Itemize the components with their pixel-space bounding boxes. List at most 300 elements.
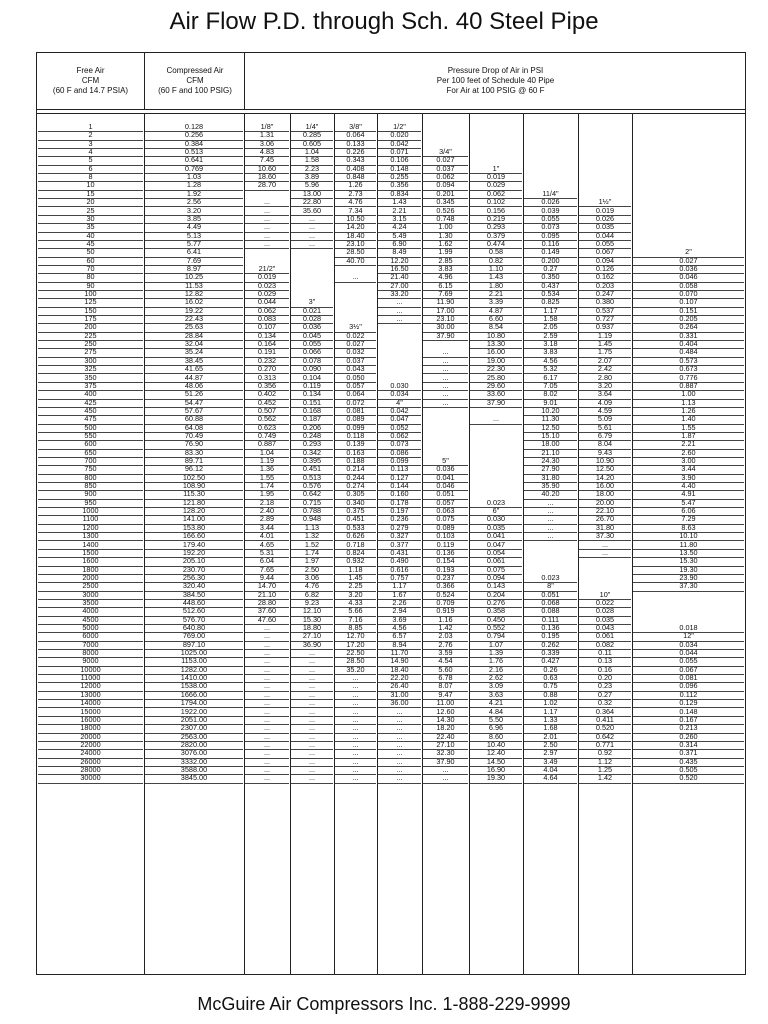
pressure-drop-cell: 0.075	[470, 566, 522, 575]
pressure-drop-cell: 0.036	[633, 265, 744, 274]
pressure-drop-cell: 0.435	[633, 758, 744, 767]
pressure-drop-cell: 5.50	[470, 716, 522, 725]
pressure-drop-cell: 14.30	[423, 716, 468, 725]
pressure-drop-cell: 0.083	[245, 315, 289, 324]
pressure-drop-cell: 2.21	[633, 440, 744, 449]
pressure-drop-cell: 0.134	[245, 332, 289, 341]
pressure-drop-cell: 3.44	[633, 465, 744, 474]
pressure-drop-cell: 4.01	[245, 532, 289, 541]
pressure-drop-cell	[378, 340, 421, 348]
pressure-drop-cell: 4.83	[245, 148, 289, 157]
pressure-drop-cell: 0.164	[245, 340, 289, 349]
compressed-air-cell: 0.641	[145, 156, 243, 165]
pressure-drop-cell	[579, 123, 631, 131]
pressure-drop-cell: 26.40	[378, 682, 421, 691]
pressure-drop-cell: 0.313	[245, 374, 289, 383]
pressure-drop-cell: 0.027	[633, 257, 744, 266]
pressure-drop-cell: 0.27	[579, 691, 631, 700]
pressure-drop-cell: ...	[423, 348, 468, 357]
table-row	[37, 131, 745, 139]
pressure-drop-cell: 9.47	[423, 691, 468, 700]
pressure-drop-cell: 0.061	[470, 557, 522, 566]
pressure-drop-cell: ...	[524, 499, 577, 508]
pressure-drop-cell: 0.452	[245, 399, 289, 408]
pressure-drop-cell: 20.00	[579, 499, 631, 508]
table-row	[37, 449, 745, 457]
table-row	[37, 749, 745, 757]
pressure-drop-cell: 14.20	[335, 223, 376, 232]
pressure-drop-cell: 0.028	[579, 607, 631, 616]
pressure-drop-cell: 22.10	[579, 507, 631, 516]
pressure-drop-cell: ...	[423, 374, 468, 383]
pressure-drop-cell: 1.75	[579, 348, 631, 357]
pressure-drop-cell	[470, 449, 522, 457]
pressure-drop-cell: 0.143	[470, 582, 522, 591]
pressure-drop-cell: 3.89	[291, 173, 333, 182]
pressure-drop-cell: 15.30	[633, 557, 744, 566]
pressure-drop-cell: 0.102	[470, 198, 522, 207]
pressure-drop-cell: 10.10	[633, 532, 744, 541]
pressure-drop-cell	[633, 591, 744, 599]
pressure-drop-cell: 0.061	[579, 632, 631, 641]
pressure-drop-cell: 11.80	[633, 541, 744, 550]
pressure-drop-cell: 25.80	[470, 374, 522, 383]
pressure-drop-cell: 27.10	[423, 741, 468, 750]
free-air-cell: 1800	[38, 566, 143, 575]
free-air-cell: 12000	[38, 682, 143, 691]
pressure-drop-cell: 1.07	[470, 641, 522, 650]
free-air-cell: 18000	[38, 724, 143, 733]
compressed-air-header-line: CFM	[186, 76, 204, 85]
pressure-drop-cell: 0.043	[579, 624, 631, 633]
pressure-drop-cell: 24.30	[524, 457, 577, 466]
pressure-drop-cell: 0.099	[378, 457, 421, 466]
free-air-cell: 4	[38, 148, 143, 157]
pressure-drop-cell: 28.70	[245, 181, 289, 190]
pressure-drop-cell: 0.75	[524, 682, 577, 691]
pressure-drop-cell: 0.262	[524, 641, 577, 650]
compressed-air-cell: 48.06	[145, 382, 243, 391]
pressure-drop-cell: 6.15	[423, 282, 468, 291]
table-row	[37, 215, 745, 223]
pressure-drop-cell: ...	[335, 766, 376, 775]
pressure-drop-cell: 8.85	[335, 624, 376, 633]
pressure-drop-cell: 2.50	[524, 741, 577, 750]
pressure-drop-cell: 18.40	[335, 232, 376, 241]
pressure-drop-cell	[335, 290, 376, 298]
compressed-air-cell: 5.77	[145, 240, 243, 249]
pressure-drop-cell	[470, 432, 522, 440]
pressure-drop-cell: ...	[291, 766, 333, 775]
free-air-cell: 3	[38, 140, 143, 149]
free-air-cell: 26000	[38, 758, 143, 767]
pressure-drop-cell: 0.149	[524, 248, 577, 257]
pressure-drop-cell: 0.027	[423, 156, 468, 165]
pressure-drop-cell: 3.06	[291, 574, 333, 583]
free-air-header-line: (60 F and 14.7 PSIA)	[52, 86, 129, 95]
pressure-drop-cell: 0.055	[291, 340, 333, 349]
pressure-drop-cell: 1.43	[378, 198, 421, 207]
pressure-drop-cell: 0.035	[579, 616, 631, 625]
pressure-drop-cell: 0.148	[378, 165, 421, 174]
pressure-drop-cell: 8.49	[378, 248, 421, 257]
pressure-drop-cell: 1.26	[633, 407, 744, 416]
pressure-drop-cell: 16.50	[378, 265, 421, 274]
pressure-drop-cell: 0.022	[335, 332, 376, 341]
table-row	[37, 232, 745, 240]
free-air-cell: 1500	[38, 549, 143, 558]
free-air-cell: 950	[38, 499, 143, 508]
pressure-drop-cell	[524, 549, 577, 557]
pressure-drop-cell: 0.095	[524, 232, 577, 241]
pressure-drop-cell: 12.50	[579, 465, 631, 474]
pressure-drop-cell: 0.044	[245, 298, 289, 307]
pressure-drop-cell: ...	[423, 365, 468, 374]
free-air-cell: 300	[38, 357, 143, 366]
compressed-air-cell: 64.08	[145, 424, 243, 433]
pressure-drop-cell: 0.825	[524, 298, 577, 307]
pressure-drop-cell: 0.178	[378, 499, 421, 508]
pressure-drop-cell: 0.041	[423, 474, 468, 483]
pressure-drop-cell: 0.055	[524, 215, 577, 224]
pressure-drop-cell: 2.25	[335, 582, 376, 591]
pressure-drop-cell: 6.96	[470, 724, 522, 733]
pressure-drop-cell: 6.60	[470, 315, 522, 324]
pressure-drop-cell: 0.408	[335, 165, 376, 174]
pressure-drop-cell: 4.96	[423, 273, 468, 282]
pressure-drop-cell: 4.59	[579, 407, 631, 416]
pressure-drop-cell: 1.58	[524, 315, 577, 324]
pressure-drop-cell: ...	[335, 273, 376, 282]
free-air-cell: 550	[38, 432, 143, 441]
pressure-drop-cell: 0.168	[291, 407, 333, 416]
pressure-drop-cell: 35.20	[335, 666, 376, 675]
pressure-drop-cell: 9.01	[524, 399, 577, 408]
pressure-drop-cell: ...	[335, 699, 376, 708]
compressed-air-cell: 0.384	[145, 140, 243, 149]
pressure-drop-cell: 1.04	[245, 449, 289, 458]
pressure-drop-cell: 16.00	[579, 482, 631, 491]
free-air-cell: 40	[38, 232, 143, 241]
compressed-air-cell: 41.65	[145, 365, 243, 374]
pressure-drop-cell: ...	[291, 758, 333, 767]
pressure-drop-cell: 0.188	[335, 457, 376, 466]
free-air-cell: 325	[38, 365, 143, 374]
pressure-drop-cell: 2.60	[633, 449, 744, 458]
free-air-header	[37, 53, 144, 109]
pressure-drop-cell: ...	[423, 774, 468, 783]
free-air-cell: 24000	[38, 749, 143, 758]
pressure-drop-cell: 6.57	[378, 632, 421, 641]
pressure-drop-cell: ...	[291, 699, 333, 708]
pressure-drop-cell: 0.064	[335, 390, 376, 399]
pressure-drop-cell: ...	[291, 674, 333, 683]
free-air-cell: 425	[38, 399, 143, 408]
pressure-drop-cell: 1.19	[245, 457, 289, 466]
pipe-size-label: 1½"	[579, 198, 631, 207]
pressure-drop-cell: 0.036	[423, 465, 468, 474]
pressure-drop-cell: 0.162	[579, 273, 631, 282]
pressure-drop-cell: 0.13	[579, 657, 631, 666]
pressure-drop-cell	[245, 248, 289, 256]
free-air-cell: 475	[38, 415, 143, 424]
table-row	[37, 315, 745, 323]
pressure-drop-cell: 0.490	[378, 557, 421, 566]
pressure-drop-cell: 1.42	[423, 624, 468, 633]
pressure-drop-cell	[579, 582, 631, 590]
pressure-drop-cell	[579, 165, 631, 173]
pressure-drop-cell: 0.023	[524, 574, 577, 583]
pressure-drop-cell	[579, 148, 631, 156]
pressure-drop-cell: ...	[245, 691, 289, 700]
pressure-drop-cell: 0.032	[335, 348, 376, 357]
table-row	[37, 307, 745, 315]
pressure-drop-cell: 0.451	[335, 515, 376, 524]
pressure-drop-cell: 0.090	[291, 365, 333, 374]
table-row	[37, 741, 745, 749]
pressure-drop-cell: 0.248	[291, 432, 333, 441]
free-air-cell: 1300	[38, 532, 143, 541]
pressure-drop-cell: 0.937	[579, 323, 631, 332]
compressed-air-cell: 115.30	[145, 490, 243, 499]
pressure-drop-cell: 22.30	[470, 365, 522, 374]
free-air-cell: 6	[38, 165, 143, 174]
pressure-drop-cell: 7.45	[245, 156, 289, 165]
pressure-drop-cell: 0.118	[335, 432, 376, 441]
pressure-drop-cell: 0.058	[633, 282, 744, 291]
pressure-drop-cell: 13.50	[633, 549, 744, 558]
pressure-drop-cell: ...	[245, 741, 289, 750]
pressure-drop-cell: 3.39	[470, 298, 522, 307]
pressure-drop-cell: 2.73	[335, 190, 376, 199]
pressure-drop-cell: 0.358	[470, 607, 522, 616]
pressure-drop-cell: ...	[291, 215, 333, 224]
pressure-drop-cell: 27.00	[378, 282, 421, 291]
table-row	[37, 298, 745, 306]
pressure-drop-cell: 0.350	[524, 273, 577, 282]
pressure-drop-cell: 5.96	[291, 181, 333, 190]
pressure-drop-cell: 0.11	[579, 649, 631, 658]
pressure-drop-cell: 0.213	[633, 724, 744, 733]
pressure-drop-cell: 2.21	[378, 207, 421, 216]
pressure-drop-cell: 0.154	[423, 557, 468, 566]
pressure-drop-cell: 0.274	[335, 482, 376, 491]
table-row	[37, 515, 745, 523]
pressure-drop-cell: 0.046	[423, 482, 468, 491]
table-row	[37, 474, 745, 482]
compressed-air-cell: 769.00	[145, 632, 243, 641]
compressed-air-cell: 108.90	[145, 482, 243, 491]
compressed-air-cell: 1666.00	[145, 691, 243, 700]
compressed-air-cell: 1025.00	[145, 649, 243, 658]
table-row	[37, 382, 745, 390]
pressure-drop-cell: 12.20	[378, 257, 421, 266]
table-row	[37, 156, 745, 164]
pressure-drop-cell: ...	[335, 716, 376, 725]
pressure-drop-cell: 0.771	[579, 741, 631, 750]
pressure-drop-cell: 0.112	[633, 691, 744, 700]
pressure-drop-cell: 1.31	[245, 131, 289, 140]
free-air-cell: 150	[38, 307, 143, 316]
pressure-drop-cell: ...	[291, 741, 333, 750]
pressure-drop-cell: 14.70	[245, 582, 289, 591]
free-air-cell: 50	[38, 248, 143, 257]
pressure-drop-cell: 0.339	[524, 649, 577, 658]
compressed-air-cell: 128.20	[145, 507, 243, 516]
compressed-air-cell: 1410.00	[145, 674, 243, 683]
pressure-drop-cell: 0.089	[335, 415, 376, 424]
pressure-drop-cell: 2.26	[378, 599, 421, 608]
compressed-air-cell: 384.50	[145, 591, 243, 600]
pressure-drop-cell: 0.484	[633, 348, 744, 357]
pressure-drop-cell: 2.85	[423, 257, 468, 266]
pressure-drop-cell	[524, 181, 577, 189]
pressure-drop-cell: 17.20	[335, 641, 376, 650]
pressure-drop-cell: 0.064	[335, 131, 376, 140]
pressure-drop-cell	[423, 131, 468, 139]
free-air-cell: 11000	[38, 674, 143, 683]
pressure-drop-cell: 0.200	[524, 257, 577, 266]
pressure-drop-cell	[335, 307, 376, 315]
pressure-drop-cell: ...	[378, 724, 421, 733]
pressure-drop-cell: 0.364	[579, 708, 631, 717]
pipe-size-label: 12"	[633, 632, 744, 641]
table-row	[37, 582, 745, 590]
free-air-header-line: Free Air	[76, 66, 105, 75]
pressure-drop-cell: 6.06	[633, 507, 744, 516]
pressure-drop-cell: 0.642	[579, 733, 631, 742]
pressure-drop-cell	[470, 424, 522, 432]
pressure-drop-cell: 0.16	[579, 666, 631, 675]
pressure-drop-cell	[245, 257, 289, 265]
pressure-drop-cell: 0.214	[335, 465, 376, 474]
pressure-drop-cell: 0.748	[423, 215, 468, 224]
pressure-drop-cell: 0.160	[378, 490, 421, 499]
pressure-drop-cell: 2.03	[423, 632, 468, 641]
pressure-drop-cell: 29.60	[470, 382, 522, 391]
pressure-drop-cell	[423, 140, 468, 148]
pressure-drop-cell: 0.247	[579, 290, 631, 299]
pressure-drop-cell: 3.59	[423, 649, 468, 658]
pressure-drop-cell	[470, 131, 522, 139]
pressure-drop-cell: 4.54	[423, 657, 468, 666]
pressure-drop-cell: ...	[378, 298, 421, 307]
pressure-drop-cell: 0.58	[470, 248, 522, 257]
pressure-drop-cell: 0.623	[245, 424, 289, 433]
free-air-cell: 750	[38, 465, 143, 474]
pressure-drop-cell: 0.20	[579, 674, 631, 683]
pressure-drop-cell: 1.45	[579, 340, 631, 349]
compressed-air-cell: 1282.00	[145, 666, 243, 675]
pressure-drop-cell: ...	[524, 507, 577, 516]
pressure-drop-cell: 0.062	[245, 307, 289, 316]
pressure-drop-cell: 0.727	[579, 315, 631, 324]
pressure-drop-cell: 1.43	[470, 273, 522, 282]
pressure-drop-cell: 35.90	[524, 482, 577, 491]
pressure-drop-cell: 47.60	[245, 616, 289, 625]
pressure-drop-cell	[633, 181, 744, 189]
table-row	[37, 190, 745, 198]
pressure-drop-cell	[378, 323, 421, 331]
pressure-drop-cell: 0.437	[524, 282, 577, 291]
pressure-drop-cell: 2.40	[245, 507, 289, 516]
free-air-cell: 5000	[38, 624, 143, 633]
pressure-drop-cell: 37.30	[633, 582, 744, 591]
pressure-drop-cell: 0.051	[524, 591, 577, 600]
pressure-drop-cell: 0.148	[633, 708, 744, 717]
free-air-cell: 7000	[38, 641, 143, 650]
pressure-drop-cell: 0.537	[579, 307, 631, 316]
pressure-drop-cell: 0.133	[335, 140, 376, 149]
free-air-cell: 2500	[38, 582, 143, 591]
pressure-drop-cell: 0.119	[291, 382, 333, 391]
pressure-drop-cell	[378, 365, 421, 373]
table-row	[37, 599, 745, 607]
pressure-drop-cell: 4.56	[378, 624, 421, 633]
pressure-drop-cell: 21.40	[378, 273, 421, 282]
pressure-drop-cell: 2.89	[245, 515, 289, 524]
pressure-drop-cell: 3.20	[335, 591, 376, 600]
compressed-air-cell: 230.70	[145, 566, 243, 575]
pressure-drop-cell: 1.42	[579, 774, 631, 783]
pressure-drop-cell: ...	[245, 724, 289, 733]
pressure-drop-cell: 0.187	[291, 415, 333, 424]
compressed-air-cell: 1538.00	[145, 682, 243, 691]
compressed-air-cell: 179.40	[145, 541, 243, 550]
free-air-cell: 2000	[38, 574, 143, 583]
pressure-drop-cell	[470, 457, 522, 465]
free-air-cell: 20	[38, 198, 143, 207]
compressed-air-cell: 3.85	[145, 215, 243, 224]
pressure-drop-cell	[524, 131, 577, 139]
pressure-drop-cell: 0.066	[291, 348, 333, 357]
pressure-drop-cell: 6.79	[579, 432, 631, 441]
pressure-drop-cell: 1.87	[633, 432, 744, 441]
pressure-drop-header-line: Per 100 feet of Schedule 40 Pipe	[436, 76, 555, 85]
compressed-air-cell: 44.87	[145, 374, 243, 383]
pressure-drop-cell: 1.39	[470, 649, 522, 658]
pressure-drop-cell	[524, 156, 577, 164]
pressure-drop-cell	[524, 557, 577, 565]
pressure-drop-cell: 0.431	[378, 549, 421, 558]
pressure-drop-cell: 4.87	[470, 307, 522, 316]
pressure-drop-cell: 0.576	[291, 482, 333, 491]
table-row	[37, 457, 745, 465]
pressure-drop-cell: 7.29	[633, 515, 744, 524]
pressure-drop-cell: 28.50	[335, 657, 376, 666]
pressure-drop-cell: 0.534	[524, 290, 577, 299]
pressure-drop-cell: 36.00	[378, 699, 421, 708]
compressed-air-cell: 640.80	[145, 624, 243, 633]
pressure-drop-cell: 0.051	[423, 490, 468, 499]
pressure-drop-cell: 0.018	[633, 624, 744, 633]
pressure-drop-cell: 0.327	[378, 532, 421, 541]
free-air-cell: 275	[38, 348, 143, 357]
pressure-drop-cell	[633, 148, 744, 156]
pressure-drop-header-line: Pressure Drop of Air in PSI	[447, 66, 544, 75]
pressure-drop-cell: 0.088	[524, 607, 577, 616]
pressure-drop-cell: ...	[245, 682, 289, 691]
pressure-drop-cell: 0.094	[423, 181, 468, 190]
pressure-drop-cell: 11.00	[423, 699, 468, 708]
pressure-drop-cell: 0.042	[378, 140, 421, 149]
pressure-drop-cell: 5.31	[245, 549, 289, 558]
pressure-drop-cell: 1.10	[470, 265, 522, 274]
pressure-drop-cell	[470, 407, 522, 415]
table-row	[37, 257, 745, 265]
free-air-cell: 2	[38, 131, 143, 140]
compressed-air-cell: 2051.00	[145, 716, 243, 725]
